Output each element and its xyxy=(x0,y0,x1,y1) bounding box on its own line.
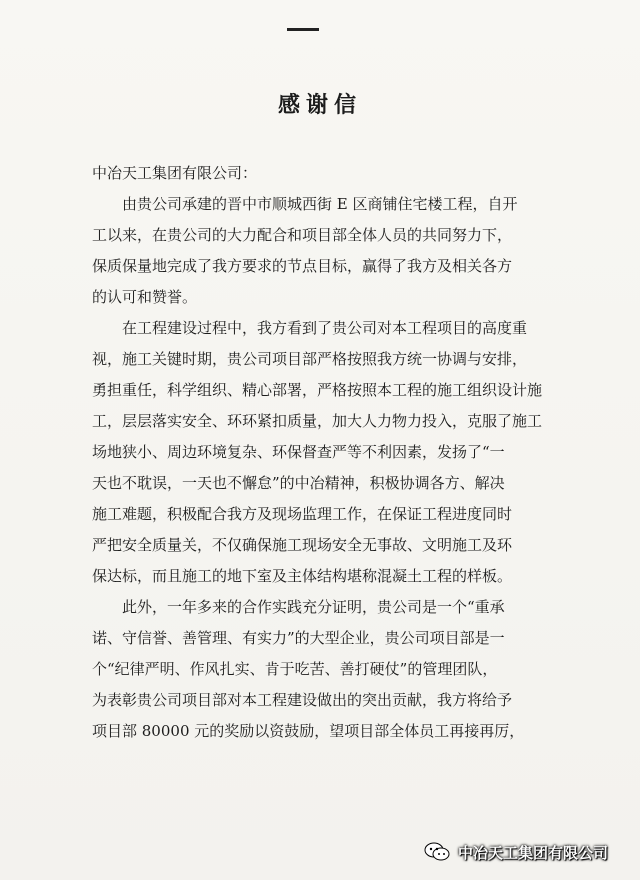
paragraph-line: 诺、守信誉、善管理、有实力”的大型企业，贵公司项目部是一 xyxy=(92,629,505,647)
paragraph-line: 在工程建设过程中，我方看到了贵公司对本工程项目的高度重 xyxy=(122,319,528,337)
salutation: 中冶天工集团有限公司： xyxy=(92,164,258,182)
paragraph-line: 视，施工关键时期，贵公司项目部严格按照我方统一协调与安排， xyxy=(92,350,528,368)
letter-title: 感谢信 xyxy=(277,93,362,118)
paragraph-line: 由贵公司承建的晋中市顺城西街 E 区商铺住宅楼工程，自开 xyxy=(122,195,518,213)
account-watermark xyxy=(424,840,608,864)
paragraph-line: 保达标，而且施工的地下室及主体结构堪称混凝土工程的样板。 xyxy=(92,567,513,585)
paragraph-line: 场地狭小、周边环境复杂、环保督查严等不利因素，发扬了“一 xyxy=(92,443,505,461)
paragraph-line: 的认可和赞誉。 xyxy=(92,288,198,306)
paragraph-line: 严把安全质量关，不仅确保施工现场安全无事故、文明施工及环 xyxy=(92,536,513,554)
paragraph-line: 施工难题，积极配合我方及现场监理工作，在保证工程进度同时 xyxy=(92,505,513,523)
paragraph-line: 为表彰贵公司项目部对本工程建设做出的突出贡献，我方将给予 xyxy=(92,691,513,709)
top-dash-mark xyxy=(287,28,319,31)
paragraph-line: 此外，一年多来的合作实践充分证明，贵公司是一个“重承 xyxy=(122,598,505,616)
paragraph-line: 保质保量地完成了我方要求的节点目标，赢得了我方及相关各方 xyxy=(92,257,513,275)
wechat-icon xyxy=(424,842,450,862)
paragraph-line: 天也不耽误，一天也不懈怠”的中冶精神，积极协调各方、解决 xyxy=(92,474,505,492)
paragraph-line: 勇担重任，科学组织、精心部署，严格按照本工程的施工组织设计施 xyxy=(92,381,543,399)
paragraph-line: 项目部 80000 元的奖励以资鼓励，望项目部全体员工再接再厉， xyxy=(92,722,525,740)
watermark-text: 中冶天工集团有限公司 xyxy=(458,843,609,862)
paragraph-line: 工以来，在贵公司的大力配合和项目部全体人员的共同努力下， xyxy=(92,226,513,244)
letter-body xyxy=(92,158,562,747)
paragraph-line: 个“纪律严明、作风扎实、肯于吃苦、善打硬仗”的管理团队， xyxy=(92,660,498,678)
paragraph-line: 工，层层落实安全、环环紧扣质量，加大人力物力投入，克服了施工 xyxy=(92,412,543,430)
